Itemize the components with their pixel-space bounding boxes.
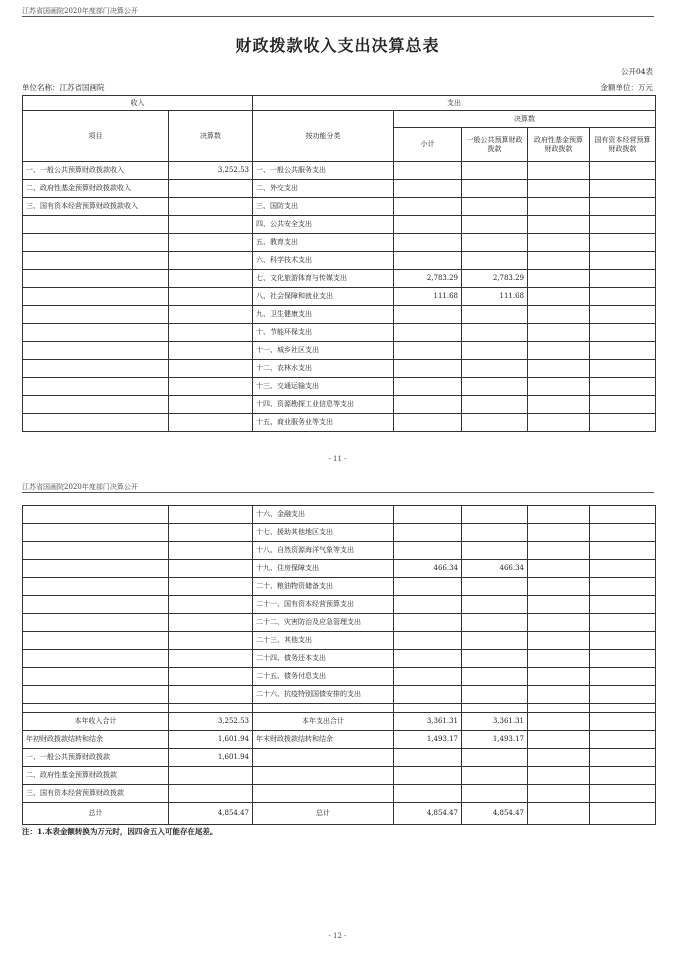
table-row	[23, 650, 656, 668]
state-capital-value	[590, 506, 656, 524]
empty-cell	[462, 749, 528, 767]
subtotal-value: 2,783.29	[394, 270, 462, 288]
state-capital-value	[590, 234, 656, 252]
table-row	[23, 506, 656, 524]
state-capital-value	[590, 596, 656, 614]
income-amount	[169, 524, 253, 542]
spacer-cell	[462, 704, 528, 713]
income-item	[23, 396, 169, 414]
general-budget-value	[462, 578, 528, 596]
page-header-2: 江苏省国画院2020年度部门决算公开	[22, 483, 138, 491]
expense-item: 六、科学技术支出	[253, 252, 394, 270]
income-amount	[169, 396, 253, 414]
general-budget-header: 一般公共预算财政拨款	[462, 128, 528, 162]
income-item	[23, 270, 169, 288]
income-item: 二、政府性基金预算财政拨款收入	[23, 180, 169, 198]
expense-total-general: 3,361.31	[462, 713, 528, 731]
expense-item: 二十六、抗疫特别国债安排的支出	[253, 686, 394, 704]
income-amount	[169, 650, 253, 668]
expense-item: 十七、援助其他地区支出	[253, 524, 394, 542]
empty-cell	[590, 785, 656, 803]
table-row	[23, 668, 656, 686]
income-amount: 3,252.53	[169, 162, 253, 180]
expense-item: 二十五、债务付息支出	[253, 668, 394, 686]
subtotal-value	[394, 252, 462, 270]
empty-cell	[528, 713, 590, 731]
grand-total-out-label: 总计	[253, 803, 394, 825]
income-item	[23, 686, 169, 704]
income-total: 3,252.53	[169, 713, 253, 731]
gov-fund-value	[528, 288, 590, 306]
income-item	[23, 596, 169, 614]
state-capital-value	[590, 542, 656, 560]
state-capital-value	[590, 578, 656, 596]
expense-item: 十三、交通运输支出	[253, 378, 394, 396]
income-header: 收入	[23, 96, 253, 111]
empty-cell	[528, 803, 590, 825]
income-amount	[169, 234, 253, 252]
general-budget-value	[462, 632, 528, 650]
empty-cell	[528, 749, 590, 767]
gov-fund-value	[528, 306, 590, 324]
empty-cell	[590, 803, 656, 825]
general-budget-value	[462, 234, 528, 252]
income-item	[23, 306, 169, 324]
grand-total-out-general: 4,854.47	[462, 803, 528, 825]
gov-fund-value	[528, 560, 590, 578]
expense-item: 十四、资源勘探工业信息等支出	[253, 396, 394, 414]
state-capital-value	[590, 270, 656, 288]
general-budget-value	[462, 342, 528, 360]
subtotal-value: 466.34	[394, 560, 462, 578]
expense-item: 二十二、灾害防治及应急管理支出	[253, 614, 394, 632]
budget-table-part2	[22, 505, 656, 825]
state-capital-value	[590, 560, 656, 578]
state-capital-header: 国有资本经营预算财政拨款	[590, 128, 656, 162]
header-rule	[22, 16, 654, 17]
state-capital-value	[590, 414, 656, 432]
expense-item: 十六、金融支出	[253, 506, 394, 524]
income-item	[23, 578, 169, 596]
expense-item: 十二、农林水支出	[253, 360, 394, 378]
gov-fund-value	[528, 162, 590, 180]
income-item	[23, 216, 169, 234]
table-row	[23, 686, 656, 704]
state-capital-value	[590, 288, 656, 306]
item-header: 项目	[23, 111, 169, 162]
income-amount	[169, 270, 253, 288]
empty-cell	[169, 767, 253, 785]
general-budget-value	[462, 414, 528, 432]
income-item	[23, 324, 169, 342]
income-item: 三、国有资本经营预算财政拨款收入	[23, 198, 169, 216]
empty-cell	[528, 785, 590, 803]
balance-general: 1,601.94	[169, 749, 253, 767]
table-row	[23, 306, 656, 324]
expense-item: 七、文化旅游体育与传媒支出	[253, 270, 394, 288]
gov-fund-value	[528, 360, 590, 378]
subtotal-value	[394, 578, 462, 596]
table-row	[23, 324, 656, 342]
end-balance-general: 1,493.17	[462, 731, 528, 749]
general-budget-value	[462, 542, 528, 560]
gov-fund-value	[528, 650, 590, 668]
income-amount	[169, 198, 253, 216]
gov-fund-value	[528, 524, 590, 542]
expense-item: 一、一般公共服务支出	[253, 162, 394, 180]
empty-cell	[169, 785, 253, 803]
expense-item: 八、社会保障和就业支出	[253, 288, 394, 306]
subtotal-value	[394, 686, 462, 704]
income-item	[23, 614, 169, 632]
state-capital-value	[590, 324, 656, 342]
income-amount	[169, 614, 253, 632]
expense-item: 十、节能环保支出	[253, 324, 394, 342]
subtotal-value	[394, 234, 462, 252]
expense-item: 二十、粮油物资储备支出	[253, 578, 394, 596]
subtotal-value	[394, 542, 462, 560]
general-budget-value	[462, 180, 528, 198]
begin-balance-label: 年初财政拨款结转和结余	[23, 731, 169, 749]
income-amount	[169, 632, 253, 650]
gov-fund-value	[528, 252, 590, 270]
page-number: - 11 -	[328, 455, 347, 463]
empty-cell	[590, 713, 656, 731]
expense-item: 十五、商业服务业等支出	[253, 414, 394, 432]
income-item	[23, 506, 169, 524]
expense-item: 十九、住房保障支出	[253, 560, 394, 578]
general-budget-value	[462, 596, 528, 614]
income-amount	[169, 378, 253, 396]
gov-fund-value	[528, 216, 590, 234]
general-budget-value	[462, 252, 528, 270]
general-budget-value: 466.34	[462, 560, 528, 578]
spacer-cell	[169, 704, 253, 713]
general-budget-value	[462, 324, 528, 342]
subtotal-value	[394, 396, 462, 414]
gov-fund-value	[528, 378, 590, 396]
table-number: 公开04表	[620, 67, 653, 76]
begin-balance: 1,601.94	[169, 731, 253, 749]
grand-total-out-subtotal: 4,854.47	[394, 803, 462, 825]
header-rule-2	[22, 492, 654, 493]
func-class-header: 按功能分类	[253, 111, 394, 162]
general-budget-value	[462, 396, 528, 414]
subtotal-value	[394, 162, 462, 180]
general-budget-value	[462, 162, 528, 180]
empty-cell	[394, 785, 462, 803]
general-budget-value	[462, 614, 528, 632]
gov-fund-value	[528, 686, 590, 704]
unit-name: 单位名称：江苏省国画院	[22, 83, 105, 92]
table-row	[23, 234, 656, 252]
table-row	[23, 542, 656, 560]
income-item	[23, 542, 169, 560]
subtotal-value	[394, 668, 462, 686]
spacer-cell	[253, 704, 394, 713]
expense-item: 九、卫生健康支出	[253, 306, 394, 324]
gov-fund-value	[528, 180, 590, 198]
income-amount	[169, 668, 253, 686]
spacer-cell	[23, 704, 169, 713]
subtotal-value	[394, 596, 462, 614]
income-amount	[169, 542, 253, 560]
subtotal-value	[394, 614, 462, 632]
subtotal-value	[394, 414, 462, 432]
balance-gov-fund-label: 二、政府性基金预算财政拨款	[23, 767, 169, 785]
gov-fund-value	[528, 234, 590, 252]
state-capital-value	[590, 198, 656, 216]
page-header: 江苏省国画院2020年度部门决算公开	[22, 7, 138, 15]
state-capital-value	[590, 614, 656, 632]
empty-cell	[253, 749, 394, 767]
final-amount-header: 决算数	[169, 111, 253, 162]
gov-fund-value	[528, 270, 590, 288]
general-budget-value: 111.68	[462, 288, 528, 306]
empty-cell	[462, 767, 528, 785]
income-item	[23, 632, 169, 650]
empty-cell	[528, 731, 590, 749]
state-capital-value	[590, 632, 656, 650]
income-amount	[169, 360, 253, 378]
income-item	[23, 414, 169, 432]
income-total-label: 本年收入合计	[23, 713, 169, 731]
state-capital-value	[590, 162, 656, 180]
expense-item: 二十三、其他支出	[253, 632, 394, 650]
expense-item: 二、外交支出	[253, 180, 394, 198]
income-amount	[169, 216, 253, 234]
general-budget-value	[462, 198, 528, 216]
spacer-cell	[394, 704, 462, 713]
state-capital-value	[590, 360, 656, 378]
state-capital-value	[590, 396, 656, 414]
general-budget-value	[462, 686, 528, 704]
budget-table-part1	[22, 95, 656, 432]
gov-fund-value	[528, 578, 590, 596]
general-budget-value	[462, 650, 528, 668]
general-budget-value	[462, 378, 528, 396]
income-amount	[169, 324, 253, 342]
state-capital-value	[590, 524, 656, 542]
general-budget-value	[462, 524, 528, 542]
gov-fund-value	[528, 342, 590, 360]
amount-unit: 金额单位：万元	[600, 83, 653, 92]
expense-item: 四、公共安全支出	[253, 216, 394, 234]
subtotal-value	[394, 306, 462, 324]
gov-fund-value	[528, 596, 590, 614]
gov-fund-header: 政府性基金预算财政拨款	[528, 128, 590, 162]
empty-cell	[590, 731, 656, 749]
table-row	[23, 216, 656, 234]
table-row	[23, 288, 656, 306]
table-row	[23, 198, 656, 216]
general-budget-value	[462, 360, 528, 378]
gov-fund-value	[528, 542, 590, 560]
subtotal-value	[394, 198, 462, 216]
general-budget-value: 2,783.29	[462, 270, 528, 288]
empty-cell	[394, 767, 462, 785]
subtotal-value	[394, 324, 462, 342]
income-item	[23, 342, 169, 360]
income-amount	[169, 342, 253, 360]
expense-item: 五、教育支出	[253, 234, 394, 252]
gov-fund-value	[528, 324, 590, 342]
empty-cell	[590, 749, 656, 767]
expense-header: 支出	[253, 96, 656, 111]
expense-item: 三、国防支出	[253, 198, 394, 216]
gov-fund-value	[528, 414, 590, 432]
table-row	[23, 414, 656, 432]
income-amount	[169, 306, 253, 324]
table-row	[23, 614, 656, 632]
expense-item: 二十四、债务还本支出	[253, 650, 394, 668]
subtotal-value	[394, 650, 462, 668]
income-item	[23, 524, 169, 542]
state-capital-value	[590, 686, 656, 704]
state-capital-value	[590, 252, 656, 270]
subtotal-value	[394, 180, 462, 198]
subtotal-header: 小计	[394, 128, 462, 162]
empty-cell	[394, 749, 462, 767]
general-budget-value	[462, 306, 528, 324]
income-amount	[169, 560, 253, 578]
grand-total-in-label: 总计	[23, 803, 169, 825]
income-item	[23, 252, 169, 270]
income-amount	[169, 506, 253, 524]
income-item	[23, 650, 169, 668]
empty-cell	[462, 785, 528, 803]
state-capital-value	[590, 306, 656, 324]
general-budget-value	[462, 668, 528, 686]
income-amount	[169, 288, 253, 306]
income-item	[23, 360, 169, 378]
table-row	[23, 632, 656, 650]
gov-fund-value	[528, 198, 590, 216]
table-row	[23, 596, 656, 614]
gov-fund-value	[528, 506, 590, 524]
table-row	[23, 342, 656, 360]
empty-cell	[253, 767, 394, 785]
general-budget-value	[462, 216, 528, 234]
spacer-cell	[590, 704, 656, 713]
final-amount-group-header: 决算数	[394, 111, 656, 128]
table-row	[23, 162, 656, 180]
subtotal-value	[394, 216, 462, 234]
table-row	[23, 270, 656, 288]
expense-item: 十一、城乡社区支出	[253, 342, 394, 360]
table-row	[23, 524, 656, 542]
page-number-2: - 12 -	[328, 932, 347, 940]
table-row	[23, 378, 656, 396]
empty-cell	[590, 767, 656, 785]
income-item	[23, 668, 169, 686]
gov-fund-value	[528, 668, 590, 686]
income-amount	[169, 252, 253, 270]
empty-cell	[528, 767, 590, 785]
gov-fund-value	[528, 614, 590, 632]
income-item	[23, 560, 169, 578]
income-item	[23, 378, 169, 396]
footnote: 注：1.本表金额转换为万元时，因四舍五入可能存在尾差。	[22, 827, 218, 836]
table-row	[23, 560, 656, 578]
subtotal-value	[394, 378, 462, 396]
state-capital-value	[590, 216, 656, 234]
income-item	[23, 288, 169, 306]
subtotal-value	[394, 632, 462, 650]
state-capital-value	[590, 668, 656, 686]
income-item: 一、一般公共预算财政拨款收入	[23, 162, 169, 180]
income-amount	[169, 686, 253, 704]
expense-total-label: 本年支出合计	[253, 713, 394, 731]
state-capital-value	[590, 180, 656, 198]
income-item	[23, 234, 169, 252]
income-amount	[169, 180, 253, 198]
income-amount	[169, 414, 253, 432]
subtotal-value	[394, 506, 462, 524]
subtotal-value	[394, 360, 462, 378]
general-budget-value	[462, 506, 528, 524]
subtotal-value	[394, 524, 462, 542]
state-capital-value	[590, 650, 656, 668]
table-row	[23, 180, 656, 198]
empty-cell	[253, 785, 394, 803]
table-row	[23, 360, 656, 378]
income-amount	[169, 578, 253, 596]
subtotal-value: 111.68	[394, 288, 462, 306]
expense-item: 十八、自然资源海洋气象等支出	[253, 542, 394, 560]
state-capital-value	[590, 342, 656, 360]
balance-state-capital-label: 三、国有资本经营预算财政拨款	[23, 785, 169, 803]
grand-total-in: 4,854.47	[169, 803, 253, 825]
gov-fund-value	[528, 632, 590, 650]
gov-fund-value	[528, 396, 590, 414]
expense-total-subtotal: 3,361.31	[394, 713, 462, 731]
spacer-cell	[528, 704, 590, 713]
table-row	[23, 252, 656, 270]
end-balance-label: 年末财政拨款结转和结余	[253, 731, 394, 749]
income-amount	[169, 596, 253, 614]
balance-general-label: 一、一般公共预算财政拨款	[23, 749, 169, 767]
table-row	[23, 578, 656, 596]
subtotal-value	[394, 342, 462, 360]
end-balance-subtotal: 1,493.17	[394, 731, 462, 749]
expense-item: 二十一、国有资本经营预算支出	[253, 596, 394, 614]
state-capital-value	[590, 378, 656, 396]
page-title: 财政拨款收入支出决算总表	[235, 36, 440, 55]
table-row	[23, 396, 656, 414]
